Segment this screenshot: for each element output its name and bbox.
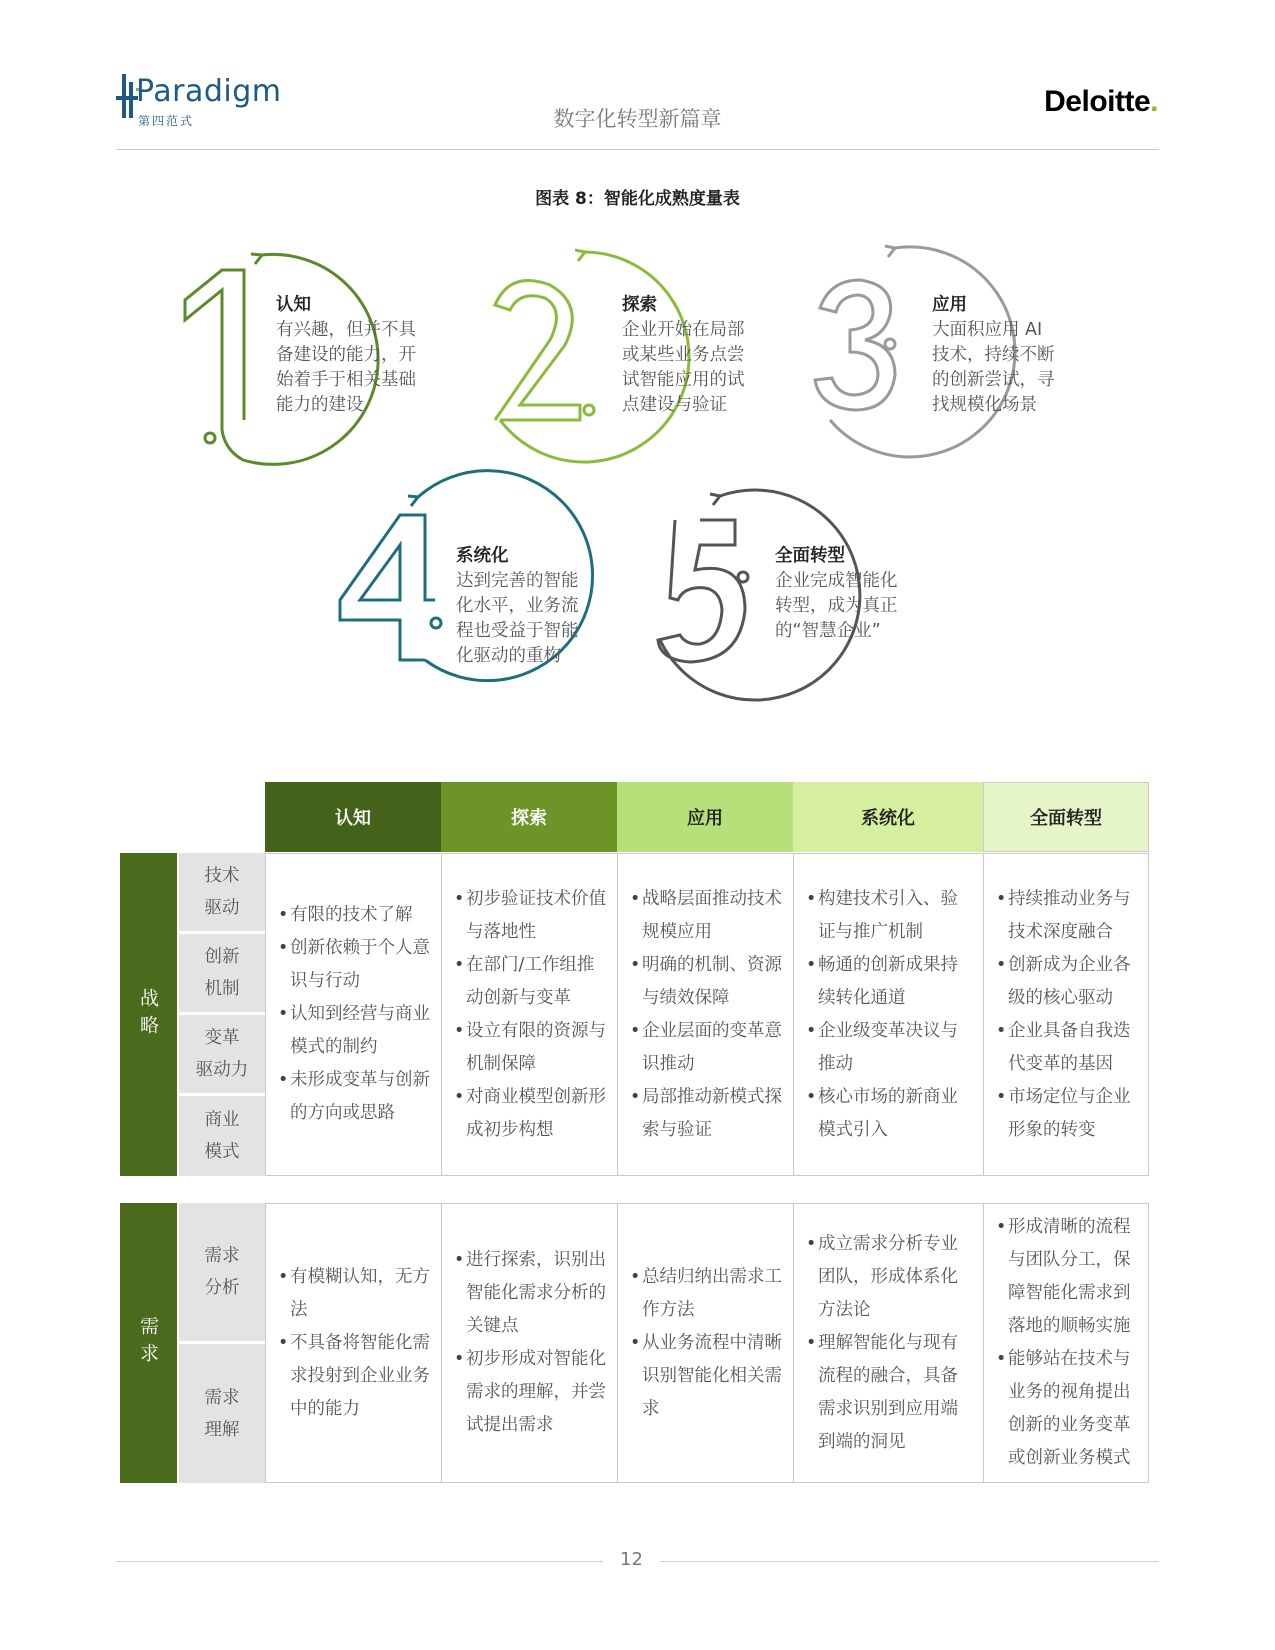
category-strategy: 战略 (120, 853, 177, 1176)
stage-5-desc-line: 企业完成智能化 (775, 571, 898, 591)
list-item: • 创新成为企业各级的核心驱动 (996, 949, 1140, 1015)
list-item: • 企业层面的变革意识推动 (630, 1015, 785, 1081)
demand-cell-apply (617, 1203, 794, 1483)
list-item: • 初步验证技术价值与落地性 (454, 883, 609, 949)
list-item: • 持续推动业务与技术深度融合 (996, 883, 1140, 949)
stage-2-desc-line: 点建设与验证 (622, 395, 727, 415)
sub-line: 模式 (204, 1142, 240, 1162)
stage-3-text (932, 293, 1092, 418)
list-item: • 明确的机制、资源与绩效保障 (630, 949, 785, 1015)
sub-line: 技术 (204, 866, 240, 886)
page-number: 12 (620, 1549, 643, 1570)
sub-line: 商业 (204, 1110, 240, 1130)
sub-line: 理解 (204, 1419, 240, 1440)
sub-line: 创新 (204, 947, 240, 967)
list-item: • 企业具备自我迭代变革的基因 (996, 1015, 1140, 1081)
sub-line: 需求 (204, 1246, 240, 1266)
sub-demand-understanding (179, 1344, 265, 1483)
sub-demand-analysis (179, 1203, 265, 1341)
list-item: • 畅通的创新成果持续转化通道 (806, 949, 975, 1015)
stage-2-text (622, 293, 782, 418)
stage-4-desc-line: 化驱动的重构 (456, 646, 561, 666)
stage-5-title: 全面转型 (775, 546, 845, 566)
stage-1-desc-line: 备建设的能力，开 (276, 345, 416, 365)
list-item: • 创新依赖于个人意识与行动 (278, 932, 433, 998)
list-item: • 未形成变革与创新的方向或思路 (278, 1064, 433, 1130)
list-item: • 市场定位与企业形象的转变 (996, 1081, 1140, 1147)
stage-5-text (775, 544, 935, 644)
list-item: • 构建技术引入、验证与推广机制 (806, 883, 975, 949)
list-item: • 从业务流程中清晰识别智能化相关需求 (630, 1327, 785, 1426)
sub-innovation-mechanism (179, 934, 265, 1012)
list-item: • 认知到经营与商业模式的制约 (278, 998, 433, 1064)
figure-title: 图表 8：智能化成熟度量表 (535, 189, 740, 209)
stage-2-desc-line: 试智能应用的试 (622, 370, 745, 390)
stage-4-desc-line: 化水平，业务流 (456, 596, 579, 616)
stage-5-desc-line: 的“智慧企业” (775, 621, 881, 641)
deloitte-logo-dot: . (1150, 85, 1158, 118)
list-item: • 初步形成对智能化需求的理解，并尝试提出需求 (454, 1343, 609, 1442)
stage-2-desc-line: 企业开始在局部 (622, 320, 745, 340)
sub-tech-driven (179, 853, 265, 931)
sub-line: 驱动力 (195, 1060, 249, 1080)
sub-business-model (179, 1096, 265, 1176)
sub-line: 变革 (204, 1028, 240, 1048)
logo-left-word: Paradigm (136, 74, 282, 109)
stage-1-desc-line: 始着手于相关基础 (276, 370, 416, 390)
demand-cell-explore (441, 1203, 618, 1483)
list-item: • 设立有限的资源与机制保障 (454, 1015, 609, 1081)
table-header-full-transform: 全面转型 (983, 782, 1149, 852)
demand-cell-systematize (793, 1203, 984, 1483)
table-header-systematize: 系统化 (793, 782, 983, 852)
list-item: • 总结归纳出需求工作方法 (630, 1261, 785, 1327)
table-header-explore: 探索 (441, 782, 617, 852)
header-rule (116, 149, 1159, 150)
list-item: • 成立需求分析专业团队，形成体系化方法论 (806, 1228, 975, 1327)
demand-cell-full-transform (983, 1203, 1149, 1483)
list-item: • 局部推动新模式探索与验证 (630, 1081, 785, 1147)
list-item: • 不具备将智能化需求投射到企业业务中的能力 (278, 1327, 433, 1426)
demand-cell-cognition (265, 1203, 442, 1483)
strategy-cell-systematize (793, 853, 984, 1176)
table-header-cognition: 认知 (265, 782, 441, 852)
list-item: • 企业级变革决议与推动 (806, 1015, 975, 1081)
deloitte-logo (1044, 85, 1158, 119)
sub-line: 需求 (204, 1387, 240, 1408)
list-item: • 形成清晰的流程与团队分工，保障智能化需求到落地的顺畅实施 (996, 1211, 1140, 1343)
list-item: • 有模糊认知，无方法 (278, 1261, 433, 1327)
list-item: • 战略层面推动技术规模应用 (630, 883, 785, 949)
stage-5-desc-line: 转型，成为真正 (775, 596, 898, 616)
deloitte-logo-word: Deloitte (1044, 85, 1151, 118)
footer-rule-left (116, 1561, 603, 1562)
sub-change-drive (179, 1015, 265, 1093)
stage-1-desc-line: 有兴趣，但并不具 (276, 320, 416, 340)
sub-line: 分析 (204, 1278, 240, 1298)
stage-1-title: 认知 (276, 295, 311, 315)
table-header-apply: 应用 (617, 782, 793, 852)
list-item: • 核心市场的新商业模式引入 (806, 1081, 975, 1147)
stage-4-title: 系统化 (456, 546, 509, 566)
sub-line: 驱动 (204, 898, 240, 918)
category-demand: 需求 (120, 1203, 177, 1483)
stage-3-desc-line: 大面积应用 AI (932, 320, 1043, 340)
strategy-cell-apply (617, 853, 794, 1176)
stage-1-text (276, 293, 436, 418)
list-item: • 能够站在技术与业务的视角提出创新的业务变革或创新业务模式 (996, 1343, 1140, 1475)
strategy-cell-explore (441, 853, 618, 1176)
strategy-cell-full-transform (983, 853, 1149, 1176)
stage-2-desc-line: 或某些业务点尝 (622, 345, 745, 365)
stage-3-desc-line: 技术，持续不断 (932, 345, 1055, 365)
stage-1-desc-line: 能力的建设 (276, 395, 364, 415)
list-item: • 有限的技术了解 (278, 899, 433, 932)
strategy-cell-cognition (265, 853, 442, 1176)
list-item: • 进行探索，识别出智能化需求分析的关键点 (454, 1244, 609, 1343)
stage-2-title: 探索 (622, 295, 657, 315)
list-item: • 理解智能化与现有流程的融合，具备需求识别到应用端到端的洞见 (806, 1327, 975, 1459)
stage-4-desc-line: 达到完善的智能 (456, 571, 579, 591)
stage-3-desc-line: 的创新尝试，寻 (932, 370, 1055, 390)
logo-left-sub: 第四范式 (138, 114, 195, 128)
stage-4-desc-line: 程也受益于智能 (456, 621, 579, 641)
stage-4-text (456, 544, 616, 669)
list-item: • 在部门/工作组推动创新与变革 (454, 949, 609, 1015)
list-item: • 对商业模型创新形成初步构想 (454, 1081, 609, 1147)
doc-title: 数字化转型新篇章 (553, 107, 722, 131)
footer-rule-right (660, 1561, 1159, 1562)
stage-3-title: 应用 (932, 295, 967, 315)
sub-line: 机制 (204, 979, 240, 999)
stage-3-desc-line: 找规模化场景 (932, 395, 1037, 415)
